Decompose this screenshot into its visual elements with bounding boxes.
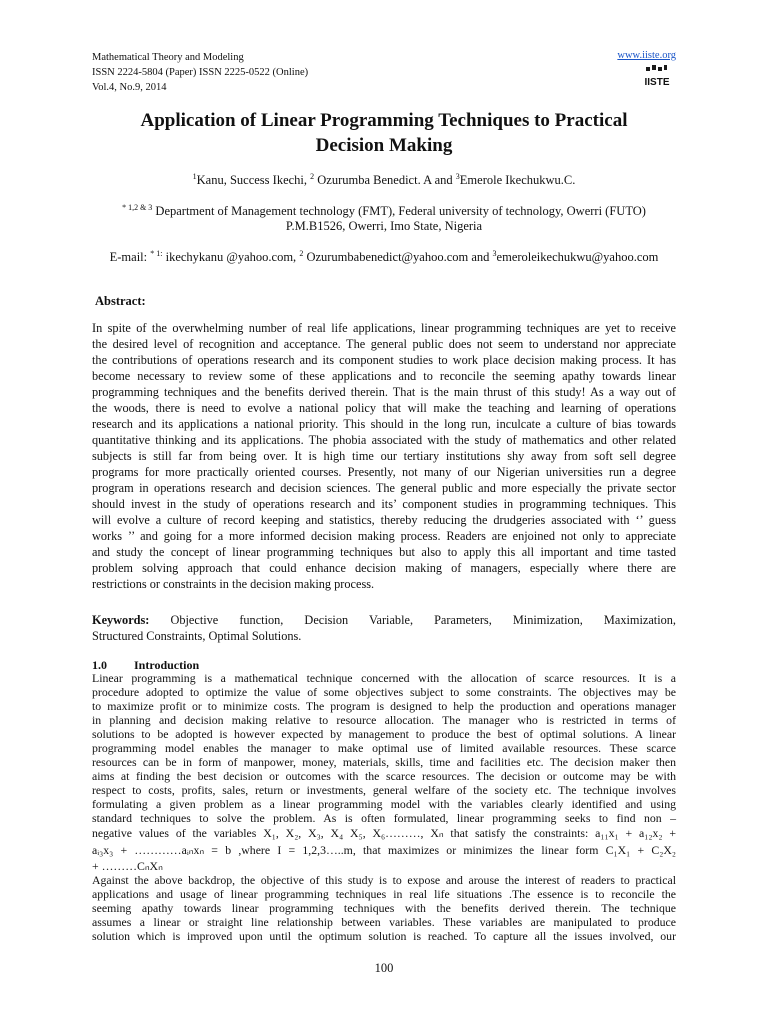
author2-sup: 2 bbox=[310, 171, 315, 181]
text-line: resources can be in form of manpower, money, materials, skills, time and facilities etc. The decision maker then bbox=[92, 755, 676, 769]
section-title: Introduction bbox=[134, 658, 200, 672]
text-line: Against the above backdrop, the objective of this study is to expose and arouse the interest of readers to practical bbox=[92, 873, 676, 887]
author-1: Kanu, Success Ikechi, bbox=[196, 173, 311, 187]
text-line: research and its applications a national priority. This should in the long run, inculcate a culture of bias towards bbox=[92, 417, 676, 431]
text-line: assumes a linear or straight line relationship between variables. These variables are manipulated to produce bbox=[92, 915, 676, 929]
text-line: will evolve a culture of record keeping and statistics, thereby reducing the drudgeries associated with ‘’ guess bbox=[92, 513, 676, 527]
text-line: formulating a given problem as a linear programming model with the variables clearly identified and using bbox=[92, 797, 676, 811]
author-3: Emerole Ikechukwu.C. bbox=[459, 173, 576, 187]
text-line: quantitative thinking and its applications. The phobia associated with the study of mathematics and other related bbox=[92, 433, 676, 447]
journal-header bbox=[92, 50, 308, 95]
text-line: programming model enables the manager to make optimal use of limited available resources. These scarce bbox=[92, 741, 676, 755]
author-list bbox=[92, 173, 676, 188]
equation-line-3: + ………CₙXₙ bbox=[92, 859, 163, 873]
text-line: procedure adopted to optimize the value of some objectives subject to some constraints. The objectives may be bbox=[92, 685, 676, 699]
author-2: Ozurumba Benedict. A and bbox=[314, 173, 456, 187]
text-line: standard techniques to solve the problem. As is often formulated, linear programming seeks to find non – bbox=[92, 811, 676, 825]
text-line: should invest in the study of operations research and its’ component studies in programming techniques. This bbox=[92, 497, 676, 511]
logo-text: IISTE bbox=[644, 77, 670, 88]
title-line-2: Decision Making bbox=[315, 135, 453, 156]
affiliation bbox=[92, 204, 676, 234]
iiste-logo-icon bbox=[642, 64, 672, 88]
email2-sup: 2 bbox=[299, 248, 304, 258]
email-2[interactable]: Ozurumbabenedict@yahoo.com and bbox=[303, 250, 493, 264]
text-line: Linear programming is a mathematical technique concerned with the allocation of scarce resources. It is a bbox=[92, 671, 676, 685]
text-line: become necessary to review some of these applications and to reconcile the seeming apathy towards linear bbox=[92, 369, 676, 383]
author1-sup: 1 bbox=[192, 171, 197, 181]
text-line: seeming apathy towards linear programming techniques with the benefits derived therein. The technique bbox=[92, 901, 676, 915]
text-line: and study the concept of linear programming techniques but also to apply this all important and time tasted bbox=[92, 545, 676, 559]
email1-sup: * 1: bbox=[150, 248, 163, 258]
text-line: in planning and decision making relative to resource allocation. The manager who is restricted in terms of bbox=[92, 713, 676, 727]
affil-line-2: P.M.B1526, Owerri, Imo State, Nigeria bbox=[285, 219, 483, 233]
equation-line-2: aᵢ₃x₃ + …………aᵢₙxₙ = b ,where I = 1,2,3…..m, that maximizes or minimizes the linear form C₁X₁ + C₂X₂ bbox=[92, 843, 676, 857]
equation-line-1: negative values of the variables X₁, X₂, X₃, X₄ X₅, X₆………, Xₙ that satisfy the constraints: a₁₁x₁ + a₁₂x₂ + bbox=[92, 826, 676, 840]
page-number: 100 bbox=[374, 961, 394, 975]
email-3[interactable]: emeroleikechukwu@yahoo.com bbox=[496, 250, 659, 264]
text-line: the woods, there is need to evolve a national policy that will make the teaching and learning of operations bbox=[92, 401, 676, 415]
text-line: to maximize profit or to minimize costs. The program is designed to help the production and operations manager bbox=[92, 699, 676, 713]
text-line: respect to costs, profits, sales, return or investments, general welfare of the society etc. The technique involves bbox=[92, 783, 676, 797]
paper-title bbox=[92, 108, 676, 158]
affil-line-1: Department of Management technology (FMT), Federal university of technology, Owerri (FUTO) bbox=[152, 204, 646, 218]
journal-url-link[interactable]: www.iiste.org bbox=[617, 50, 676, 61]
text-line: programs for more practically oriented courses. Presently, not many of our Nigerian universities run a degree bbox=[92, 465, 676, 479]
abstract-body bbox=[92, 320, 676, 592]
section-number: 1.0 bbox=[92, 658, 107, 672]
email-line bbox=[92, 250, 676, 265]
keywords-line-2: Structured Constraints, Optimal Solutions. bbox=[92, 629, 302, 643]
keywords-block bbox=[92, 612, 676, 644]
keywords-line-1: Objective function, Decision Variable, Parameters, Minimization, Maximization, bbox=[149, 613, 676, 627]
email-1[interactable]: ikechykanu @yahoo.com, bbox=[162, 250, 300, 264]
text-line: the contributions of operations research and its component studies to work place decision making process. It has bbox=[92, 353, 676, 367]
text-line: works ’’ and going for a more informed decision making process. Readers are enjoined not only to appreciate bbox=[92, 529, 676, 543]
text-line: program in operations research and decision sciences. The general public and more especially the private sector bbox=[92, 481, 676, 495]
email3-sup: 3 bbox=[492, 248, 497, 258]
journal-issn: ISSN 2224-5804 (Paper) ISSN 2225-0522 (Online) bbox=[92, 67, 309, 78]
text-line: subjects is still far from being over. It is high time our tertiary institutions shy away from soft sell degree bbox=[92, 449, 676, 463]
text-line: aims at finding the best decision or outcomes with the scarce resources. The decision or outcome may be with bbox=[92, 769, 676, 783]
text-line: applications and usage of linear programming techniques in real life situations .The essence is to reconcile the bbox=[92, 887, 676, 901]
text-line: restrictions or constraints in the decision making process. bbox=[92, 577, 375, 591]
journal-volume: Vol.4, No.9, 2014 bbox=[92, 82, 167, 93]
author3-sup: 3 bbox=[455, 171, 460, 181]
keywords-label: Keywords: bbox=[92, 613, 150, 627]
text-line: the desired level of recognition and acceptance. The general public does not seem to understand nor appreciate bbox=[92, 337, 676, 351]
affil-sup: * 1,2 & 3 bbox=[122, 202, 153, 212]
text-line: problem solving approach that could enhance decision making of managers, especially where there are bbox=[92, 561, 676, 575]
text-line: programming techniques and the benefits derived therein. That is the main thrust of this study! As a way out of bbox=[92, 385, 676, 399]
journal-name: Mathematical Theory and Modeling bbox=[92, 52, 244, 63]
text-line: In spite of the overwhelming number of real life applications, linear programming techniques are yet to receive bbox=[92, 321, 676, 335]
text-line: solution which is improved upon until the optimum solution is reached. To capture all the issues involved, our bbox=[92, 929, 676, 943]
introduction-body bbox=[92, 671, 676, 943]
text-line: solutions to be adopted is however expected by management to produce the best of optimal solutions. A linear bbox=[92, 727, 676, 741]
title-line-1: Application of Linear Programming Techniques to Practical bbox=[140, 110, 628, 131]
email-label: E-mail: bbox=[109, 250, 151, 264]
abstract-heading: Abstract: bbox=[95, 294, 146, 308]
